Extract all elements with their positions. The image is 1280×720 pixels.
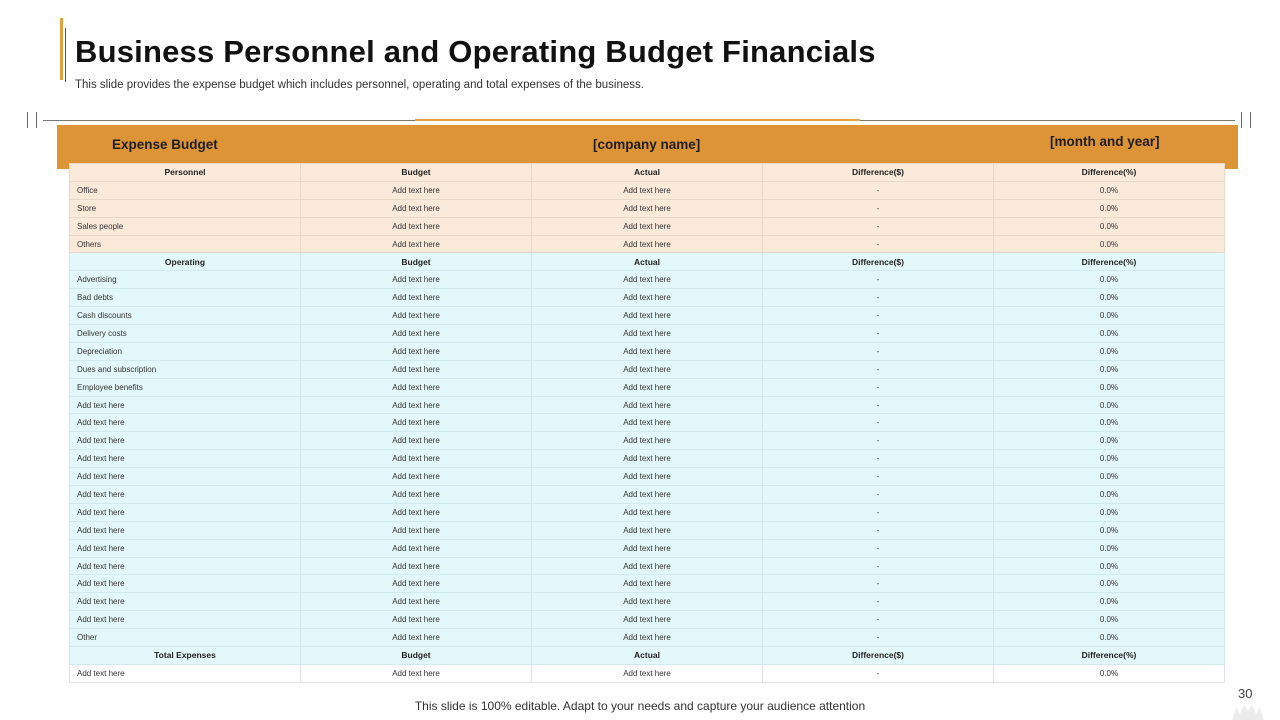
- table-row: [70, 235, 1225, 253]
- table-cell: Add text here: [532, 539, 763, 557]
- table-cell: -: [763, 307, 994, 325]
- table-cell: 0.0%: [994, 664, 1225, 682]
- table-cell: Add text here: [532, 486, 763, 504]
- personnel-header-cell: Budget: [301, 164, 532, 182]
- table-cell: Add text here: [532, 199, 763, 217]
- total-header-cell: Total Expenses: [70, 647, 301, 665]
- table-cell: 0.0%: [994, 432, 1225, 450]
- table-cell: -: [763, 468, 994, 486]
- table-cell: 0.0%: [994, 414, 1225, 432]
- table-cell: Add text here: [301, 575, 532, 593]
- table-cell: Add text here: [301, 414, 532, 432]
- row-label-cell: Add text here: [70, 521, 301, 539]
- table-cell: Add text here: [301, 307, 532, 325]
- table-cell: Add text here: [532, 396, 763, 414]
- table-row: [70, 217, 1225, 235]
- table-row: [70, 289, 1225, 307]
- table-cell: 0.0%: [994, 575, 1225, 593]
- table-cell: 0.0%: [994, 360, 1225, 378]
- table-cell: Add text here: [532, 289, 763, 307]
- table-cell: Add text here: [301, 539, 532, 557]
- table-cell: Add text here: [532, 664, 763, 682]
- table-cell: -: [763, 360, 994, 378]
- table-row: [70, 539, 1225, 557]
- table-cell: Add text here: [301, 450, 532, 468]
- row-label-cell: Depreciation: [70, 342, 301, 360]
- operating-header-cell: Budget: [301, 253, 532, 271]
- table-cell: -: [763, 575, 994, 593]
- slide-title: Business Personnel and Operating Budget Financials: [75, 34, 876, 69]
- personnel-header-cell: Difference(%): [994, 164, 1225, 182]
- band-expense-budget: Expense Budget: [112, 137, 218, 152]
- table-cell: Add text here: [301, 325, 532, 343]
- table-row: [70, 396, 1225, 414]
- table-cell: Add text here: [532, 378, 763, 396]
- table-cell: 0.0%: [994, 235, 1225, 253]
- table-row: [70, 575, 1225, 593]
- table-cell: -: [763, 432, 994, 450]
- row-label-cell: Add text here: [70, 396, 301, 414]
- table-cell: Add text here: [532, 414, 763, 432]
- operating-header-cell: Operating: [70, 253, 301, 271]
- row-label-cell: Add text here: [70, 414, 301, 432]
- table-cell: Add text here: [532, 557, 763, 575]
- table-row: [70, 199, 1225, 217]
- row-label-cell: Delivery costs: [70, 325, 301, 343]
- table-cell: 0.0%: [994, 307, 1225, 325]
- table-cell: -: [763, 539, 994, 557]
- total-header-cell: Difference(%): [994, 647, 1225, 665]
- table-cell: Add text here: [301, 432, 532, 450]
- row-label-cell: Store: [70, 199, 301, 217]
- table-cell: 0.0%: [994, 557, 1225, 575]
- personnel-header-cell: Difference($): [763, 164, 994, 182]
- table-row: [70, 611, 1225, 629]
- row-label-cell: Advertising: [70, 271, 301, 289]
- table-cell: -: [763, 342, 994, 360]
- title-accent-bar: [60, 18, 63, 80]
- total-header-cell: Budget: [301, 647, 532, 665]
- row-label-cell: Others: [70, 235, 301, 253]
- row-label-cell: Add text here: [70, 557, 301, 575]
- table-cell: Add text here: [301, 378, 532, 396]
- table-cell: 0.0%: [994, 271, 1225, 289]
- table-row: [70, 557, 1225, 575]
- table-cell: -: [763, 396, 994, 414]
- table-cell: -: [763, 289, 994, 307]
- table-cell: 0.0%: [994, 325, 1225, 343]
- table-cell: Add text here: [301, 593, 532, 611]
- table-cell: Add text here: [532, 271, 763, 289]
- table-cell: 0.0%: [994, 593, 1225, 611]
- table-cell: 0.0%: [994, 503, 1225, 521]
- row-label-cell: Add text here: [70, 450, 301, 468]
- operating-header-cell: Actual: [532, 253, 763, 271]
- table-cell: -: [763, 235, 994, 253]
- table-cell: Add text here: [301, 289, 532, 307]
- table-cell: Add text here: [532, 342, 763, 360]
- table-cell: Add text here: [532, 450, 763, 468]
- table-cell: Add text here: [532, 217, 763, 235]
- table-row: [70, 307, 1225, 325]
- table-cell: Add text here: [301, 629, 532, 647]
- table-row: [70, 664, 1225, 682]
- table-cell: Add text here: [532, 432, 763, 450]
- personnel-header-cell: Actual: [532, 164, 763, 182]
- row-label-cell: Bad debts: [70, 289, 301, 307]
- total-header-cell: Difference($): [763, 647, 994, 665]
- operating-header-cell: Difference($): [763, 253, 994, 271]
- table-cell: Add text here: [532, 593, 763, 611]
- row-label-cell: Cash discounts: [70, 307, 301, 325]
- table-cell: 0.0%: [994, 450, 1225, 468]
- table-cell: -: [763, 217, 994, 235]
- table-cell: 0.0%: [994, 611, 1225, 629]
- personnel-header-row: [70, 164, 1225, 182]
- table-row: [70, 378, 1225, 396]
- row-label-cell: Add text here: [70, 432, 301, 450]
- page-number: 30: [1238, 686, 1253, 701]
- row-label-cell: Other: [70, 629, 301, 647]
- table-cell: -: [763, 503, 994, 521]
- title-divider-line: [65, 28, 66, 82]
- table-row: [70, 181, 1225, 199]
- table-cell: 0.0%: [994, 378, 1225, 396]
- rule-right-cap: [1241, 112, 1251, 128]
- table-cell: Add text here: [532, 521, 763, 539]
- table-cell: 0.0%: [994, 396, 1225, 414]
- table-cell: Add text here: [532, 629, 763, 647]
- table-cell: Add text here: [301, 360, 532, 378]
- table-cell: Add text here: [532, 307, 763, 325]
- row-label-cell: Add text here: [70, 539, 301, 557]
- table-cell: 0.0%: [994, 181, 1225, 199]
- table-cell: Add text here: [532, 575, 763, 593]
- table-cell: Add text here: [532, 325, 763, 343]
- table-cell: Add text here: [301, 557, 532, 575]
- table-cell: 0.0%: [994, 539, 1225, 557]
- band-month-year: [month and year]: [1050, 134, 1160, 149]
- table-cell: Add text here: [301, 396, 532, 414]
- table-cell: Add text here: [532, 360, 763, 378]
- table-cell: Add text here: [532, 235, 763, 253]
- brand-logo-icon: [1226, 698, 1270, 720]
- table-cell: Add text here: [532, 468, 763, 486]
- table-cell: 0.0%: [994, 468, 1225, 486]
- table-cell: 0.0%: [994, 199, 1225, 217]
- table-cell: Add text here: [301, 235, 532, 253]
- table-cell: -: [763, 378, 994, 396]
- table-cell: Add text here: [532, 611, 763, 629]
- table-cell: -: [763, 557, 994, 575]
- table-row: [70, 325, 1225, 343]
- row-label-cell: Sales people: [70, 217, 301, 235]
- total-header-row: [70, 647, 1225, 665]
- horizontal-rule-accent: [415, 119, 860, 121]
- row-label-cell: Add text here: [70, 611, 301, 629]
- table-row: [70, 271, 1225, 289]
- table-row: [70, 521, 1225, 539]
- row-label-cell: Add text here: [70, 575, 301, 593]
- operating-header-cell: Difference(%): [994, 253, 1225, 271]
- table-cell: Add text here: [301, 342, 532, 360]
- table-row: [70, 432, 1225, 450]
- row-label-cell: Dues and subscription: [70, 360, 301, 378]
- table-row: [70, 360, 1225, 378]
- table-cell: -: [763, 414, 994, 432]
- table-cell: 0.0%: [994, 342, 1225, 360]
- table-cell: -: [763, 271, 994, 289]
- table-cell: -: [763, 199, 994, 217]
- row-label-cell: Add text here: [70, 486, 301, 504]
- table-row: [70, 414, 1225, 432]
- table-cell: -: [763, 593, 994, 611]
- slide-subtitle: This slide provides the expense budget which includes personnel, operating and total expenses of the business.: [75, 79, 644, 91]
- band-company-name: [company name]: [593, 137, 701, 152]
- operating-header-row: [70, 253, 1225, 271]
- table-cell: -: [763, 664, 994, 682]
- table-cell: Add text here: [301, 486, 532, 504]
- expense-budget-table: [69, 163, 1225, 683]
- table-cell: Add text here: [301, 521, 532, 539]
- table-cell: -: [763, 521, 994, 539]
- table-cell: Add text here: [301, 199, 532, 217]
- table-cell: -: [763, 181, 994, 199]
- row-label-cell: Add text here: [70, 503, 301, 521]
- table-cell: Add text here: [301, 217, 532, 235]
- table-cell: 0.0%: [994, 217, 1225, 235]
- table-cell: -: [763, 629, 994, 647]
- table-cell: 0.0%: [994, 289, 1225, 307]
- table-cell: Add text here: [301, 271, 532, 289]
- table-cell: -: [763, 450, 994, 468]
- row-label-cell: Add text here: [70, 593, 301, 611]
- table-cell: 0.0%: [994, 486, 1225, 504]
- table-row: [70, 629, 1225, 647]
- table-row: [70, 342, 1225, 360]
- row-label-cell: Office: [70, 181, 301, 199]
- table-cell: Add text here: [301, 664, 532, 682]
- personnel-header-cell: Personnel: [70, 164, 301, 182]
- slide-footer: This slide is 100% editable. Adapt to your needs and capture your audience attention: [414, 699, 866, 713]
- total-header-cell: Actual: [532, 647, 763, 665]
- rule-left-cap: [27, 112, 37, 128]
- table-row: [70, 503, 1225, 521]
- table-cell: Add text here: [532, 181, 763, 199]
- table-row: [70, 593, 1225, 611]
- table-row: [70, 450, 1225, 468]
- table-cell: -: [763, 325, 994, 343]
- table-cell: 0.0%: [994, 521, 1225, 539]
- table-cell: Add text here: [301, 503, 532, 521]
- table-cell: 0.0%: [994, 629, 1225, 647]
- row-label-cell: Employee benefits: [70, 378, 301, 396]
- table-cell: -: [763, 486, 994, 504]
- table-cell: Add text here: [301, 611, 532, 629]
- table-cell: Add text here: [301, 181, 532, 199]
- table-row: [70, 468, 1225, 486]
- table-row: [70, 486, 1225, 504]
- row-label-cell: Add text here: [70, 664, 301, 682]
- row-label-cell: Add text here: [70, 468, 301, 486]
- table-cell: Add text here: [301, 468, 532, 486]
- table-cell: Add text here: [532, 503, 763, 521]
- table-cell: -: [763, 611, 994, 629]
